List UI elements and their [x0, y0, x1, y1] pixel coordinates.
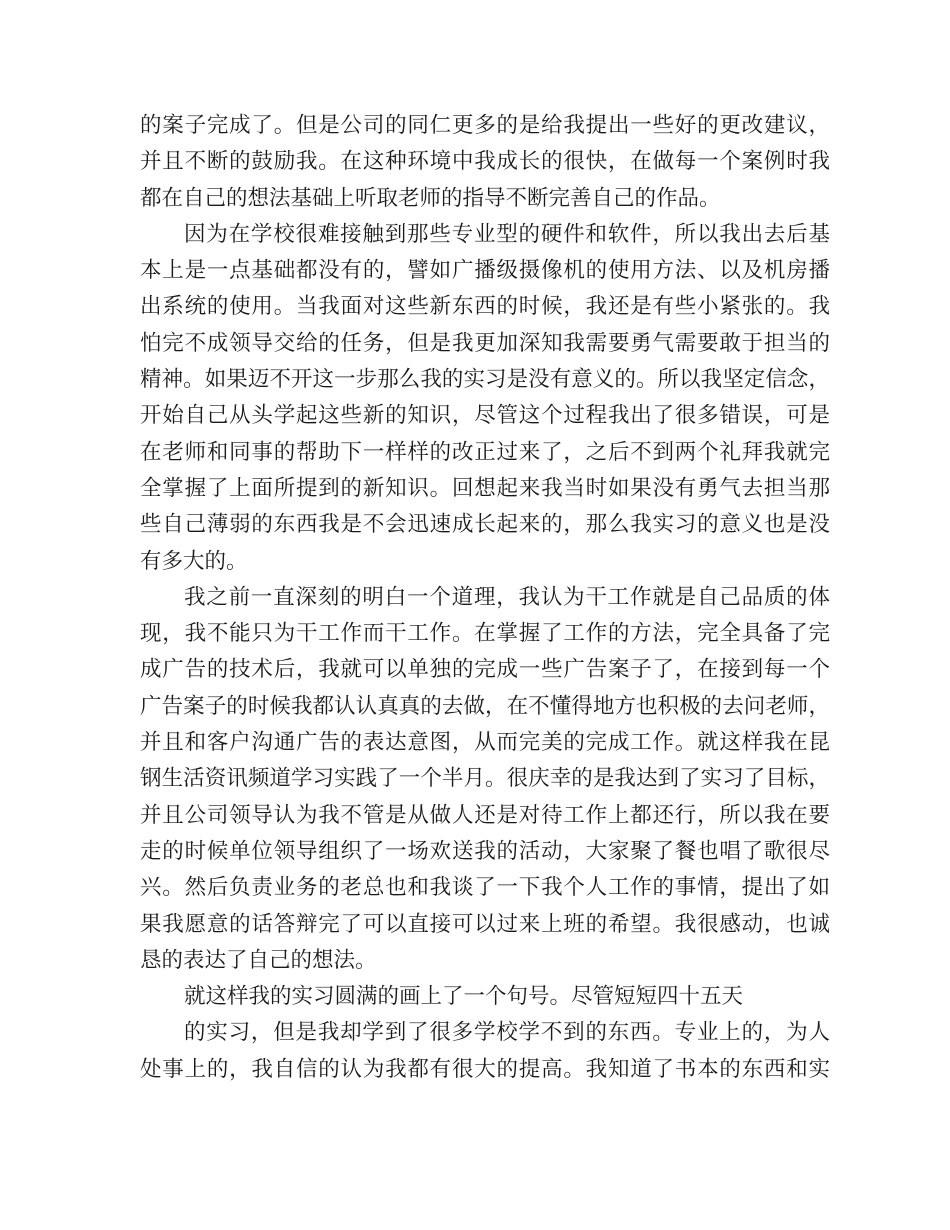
- text-line: 有多大的。: [140, 548, 248, 574]
- text-line: 开始自己从头学起这些新的知识，尽管这个过程我出了很多错误，可是: [140, 403, 830, 429]
- text-line: 怕完不成领导交给的任务，但是我更加深知我需要勇气需要敢于担当的: [140, 330, 830, 356]
- text-line: 全掌握了上面所提到的新知识。回想起来我当时如果没有勇气去担当那: [140, 475, 830, 501]
- paragraph-first-line: 因为在学校很难接触到那些专业型的硬件和软件，所以我出去后基: [184, 221, 830, 247]
- text-line: 都在自己的想法基础上听取老师的指导不断完善自己的作品。: [140, 185, 721, 211]
- paragraph-first-line: 就这样我的实习圆满的画上了一个句号。尽管短短四十五天: [184, 984, 744, 1010]
- text-line: 兴。然后负责业务的老总也和我谈了一下我个人工作的事情，提出了如: [140, 875, 830, 901]
- text-line: 恳的表达了自己的想法。: [140, 947, 377, 973]
- text-line: 处事上的，我自信的认为我都有很大的提高。我知道了书本的东西和实: [140, 1056, 830, 1082]
- text-line: 些自己薄弱的东西我是不会迅速成长起来的，那么我实习的意义也是没: [140, 512, 830, 538]
- text-line: 精神。如果迈不开这一步那么我的实习是没有意义的。所以我坚定信念，: [140, 367, 830, 393]
- text-line: 的实习，但是我却学到了很多学校学不到的东西。专业上的，为人: [184, 1020, 830, 1046]
- body-text: [140, 108, 830, 1088]
- text-line: 成广告的技术后，我就可以单独的完成一些广告案子了，在接到每一个: [140, 657, 830, 683]
- text-line: 出系统的使用。当我面对这些新东西的时候，我还是有些小紧张的。我: [140, 294, 830, 320]
- text-line: 走的时候单位领导组织了一场欢送我的活动，大家聚了餐也唱了歌很尽: [140, 838, 830, 864]
- text-line: 本上是一点基础都没有的，譬如广播级摄像机的使用方法、以及机房播: [140, 258, 830, 284]
- text-line: 钢生活资讯频道学习实践了一个半月。很庆幸的是我达到了实习了目标，: [140, 766, 830, 792]
- text-line: 广告案子的时候我都认认真真的去做，在不懂得地方也积极的去问老师，: [140, 693, 830, 719]
- text-line: 现，我不能只为干工作而干工作。在掌握了工作的方法，完全具备了完: [140, 621, 830, 647]
- text-line: 的案子完成了。但是公司的同仁更多的是给我提出一些好的更改建议，: [140, 113, 830, 138]
- text-line: 并且公司领导认为我不管是从做人还是对待工作上都还行，所以我在要: [140, 802, 830, 828]
- paragraph-first-line: 我之前一直深刻的明白一个道理，我认为干工作就是自己品质的体: [184, 584, 830, 610]
- text-line: 果我愿意的话答辩完了可以直接可以过来上班的希望。我很感动，也诚: [140, 911, 830, 937]
- text-line: 并且和客户沟通广告的表达意图，从而完美的完成工作。就这样我在昆: [140, 730, 830, 756]
- text-line: 并且不断的鼓励我。在这种环境中我成长的很快，在做每一个案例时我: [140, 149, 830, 175]
- text-line: 在老师和同事的帮助下一样样的改正过来了，之后不到两个礼拜我就完: [140, 439, 830, 465]
